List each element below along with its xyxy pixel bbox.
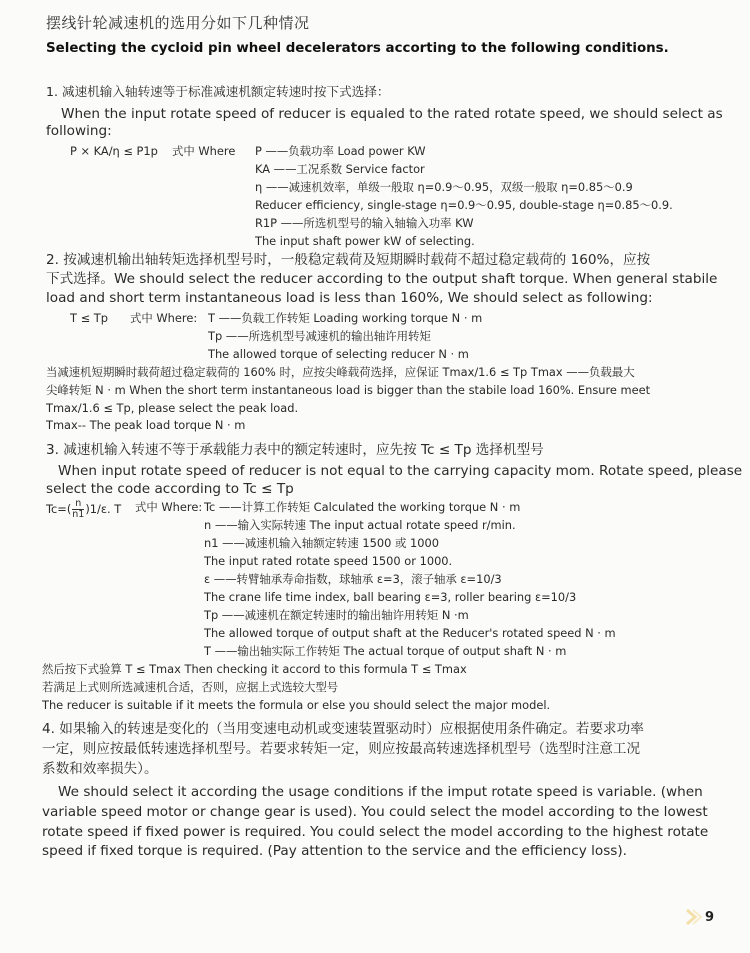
section3-def: Tc ——计算工作转矩 Calculated the working torque N · m [204,500,521,514]
section4-en1: We should select it according the usage conditions if the imput rotate speed is variable. (when [58,784,703,800]
section2-line1: 2. 按减速机输出轴转矩选择机型号时，一般稳定载荷及短期瞬时载荷不超过稳定载荷的 160%，应按 [46,252,651,268]
section1-en-line1: When the input rotate speed of reducer is equaled to the rated rotate speed, we should select as [61,106,723,122]
section2-tail2: 尖峰转矩 N · m When the short term instantaneous load is bigger than the stabile load 160%. Ensure meet [46,383,651,397]
section4-line3: 系数和效率损失）。 [42,761,158,777]
section3-def: ε ——转臂轴承寿命指数，球轴承 ε=3，滚子轴承 ε=10/3 [204,572,502,586]
section1-def: P ——负载功率 Load power KW [255,144,426,158]
formula-fraction [72,499,84,520]
section2-def: T ——负载工作转矩 Loading working torque N · m [208,311,483,325]
section3-tail2: 若满足上式则所选减速机合适，否则，应据上式选较大型号 [42,680,339,694]
section3-where: 式中 Where: [135,500,203,514]
section3-def: The allowed torque of output shaft at the Reducer's rotated speed N · m [204,626,616,640]
section3-def: The input rated rotate speed 1500 or 1000. [204,554,453,568]
section4-en2: variable speed motor or change gear is used). You could select the model according to the lowest [42,804,708,820]
section1-def: Reducer efficiency, single-stage η=0.9～0.95, double-stage η=0.85～0.9. [255,198,673,212]
section4-en3: rotate speed if fixed power is required. You could select the model according to the highest rotate [42,824,709,840]
section1-def: The input shaft power kW of selecting. [255,234,475,248]
section4-line2: 一定，则应按最低转速选择机型号。若要求转矩一定，则应按最高转速选择机型号（选型时注意工况 [42,741,641,757]
title-chinese: 摆线针轮减速机的选用分如下几种情况 [46,14,310,32]
page-number: 9 [705,910,715,925]
section3-def: n ——输入实际转速 The input actual rotate speed r/min. [204,518,516,532]
section1-def: KA ——工况系数 Service factor [255,162,425,176]
section3-tail3: The reducer is suitable if it meets the formula or else you should select the major model. [42,698,551,712]
section3-def: T ——输出轴实际工作转矩 The actual torque of output shaft N · m [204,644,567,658]
fraction-numerator: n [72,499,84,510]
section2-line3: load and short term instantaneous load is less than 160%, We should select as following: [46,290,653,306]
section2-line2: 下式选择。We should select the reducer according to the output shaft torque. When general stabile [46,271,718,287]
section3-tail1: 然后按下式验算 T ≤ Tmax Then checking it accord to this formula T ≤ Tmax [42,662,467,676]
section2-def: Tp ——所选机型号减速机的输出轴许用转矩 [208,329,431,343]
formula-lhs: Tc=( [46,501,72,516]
section3-def: The crane life time index, ball bearing ε=3, roller bearing ε=10/3 [204,590,577,604]
fraction-denominator: n1 [72,508,85,520]
section2-def: The allowed torque of selecting reducer N · m [208,347,469,361]
section1-where: 式中 Where [172,144,236,158]
title-english: Selecting the cycloid pin wheel decelerators accorting to the following conditions. [46,41,669,56]
section1-formula: P × KA/η ≤ P1p [70,144,158,158]
section3-def: n1 ——减速机输入轴额定转速 1500 或 1000 [204,536,440,550]
section2-tail1: 当减速机短期瞬时载荷超过稳定载荷的 160% 时，应按尖峰载荷选择，应保证 Tmax/1.6 ≤ Tp Tmax ——负载最大 [46,365,635,379]
section3-formula [46,499,121,520]
section3-line1: 3. 减速机输入转速不等于承载能力表中的额定转速时，应先按 Tc ≤ Tp 选择机型号 [46,442,544,458]
page-mark-icon [684,906,706,928]
section3-line3: select the code according to Tc ≤ Tp [46,481,294,497]
section4-line1: 4. 如果输入的转速是变化的（当用变速电动机或变速装置驱动时）应根据使用条件确定。若要求功率 [42,721,644,737]
section1-def: R1P ——所选机型号的输入轴输入功率 KW [255,216,474,230]
section2-tail4: Tmax-- The peak load torque N · m [46,418,246,432]
section3-def: Tp ——减速机在额定转速时的输出轴许用转矩 N ·m [204,608,469,622]
section1-heading: 1. 减速机输入轴转速等于标准减速机额定转速时按下式选择： [46,84,390,99]
section1-en-line2: following: [46,123,112,139]
formula-rhs: )1/ε. T [85,501,122,516]
section2-where: 式中 Where: [130,311,198,325]
section2-formula: T ≤ Tp [70,311,108,325]
section2-tail3: Tmax/1.6 ≤ Tp, please select the peak load. [46,401,299,415]
section3-line2: When input rotate speed of reducer is not equal to the carrying capacity mom. Rotate speed, please [58,463,743,479]
section1-def: η ——减速机效率，单级一般取 η=0.9～0.95，双级一般取 η=0.85～0.9 [255,180,633,194]
section4-en4: speed if fixed torque is required. (Pay attention to the service and the efficiency loss). [42,843,627,859]
